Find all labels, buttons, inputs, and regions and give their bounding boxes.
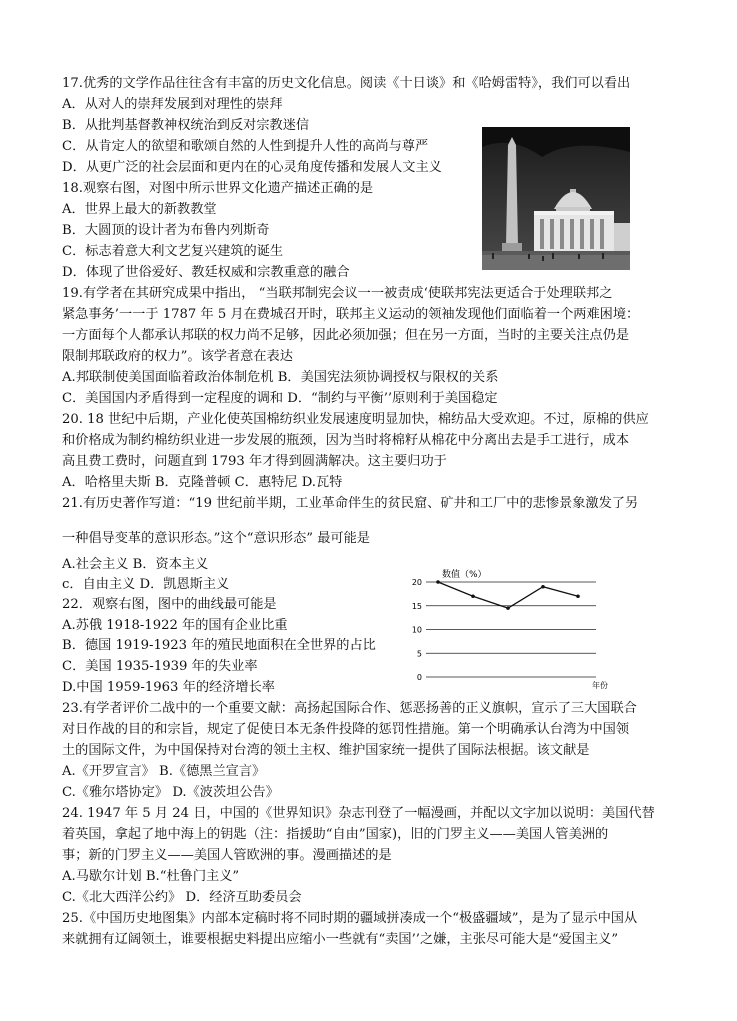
chart-data-point <box>506 606 510 610</box>
chart-xlabel: 年份 <box>592 681 608 690</box>
chart-ytick-label: 15 <box>411 601 422 611</box>
chart-ytick-label: 5 <box>416 649 422 659</box>
chart-data-point <box>471 594 475 598</box>
chart-ytick-label: 0 <box>416 673 422 682</box>
q23-options-ab: A.《开罗宣言》 B.《德黑兰宣言》 <box>62 764 266 779</box>
q18-option-c: C．标志着意大利文艺复兴建筑的诞生 <box>62 244 284 259</box>
q17-stem: 17.优秀的文学作品往往含有丰富的历史文化信息。阅读《十日谈》和《哈姆雷特》，我们可以看出 <box>62 76 631 91</box>
line-chart <box>398 565 608 690</box>
q22-option-b: B．德国 1919-1923 年的殖民地面积在全世界的占比 <box>62 638 376 653</box>
q21-options-ab: A.社会主义 B．资本主义 <box>62 557 209 572</box>
q21-line-1: 21.有历史著作写道：“19 世纪前半期，工业革命伴生的贫民窟、矿井和工厂中的悲惨景象激发了另 <box>62 496 639 511</box>
chart-ytick-label: 20 <box>411 578 422 587</box>
chart-data-point <box>541 585 545 589</box>
q18-stem: 18.观察右图，对图中所示世界文化遗产描述正确的是 <box>62 181 374 196</box>
q17-option-a: A．从对人的崇拜发展到对理性的崇拜 <box>62 97 283 112</box>
q21-options-cd: c．自由主义 D．凯恩斯主义 <box>62 577 230 592</box>
q23-line-1: 23.有学者评价二战中的一个重要文献：高扬起国际合作、惩恶扬善的正义旗帜，宣示了三大国联合 <box>62 701 637 716</box>
q24-options-cd: C.《北大西洋公约》 D．经济互助委员会 <box>62 890 302 905</box>
chart-ylabel: 数值（%） <box>442 570 487 580</box>
q19-line-3: 一方面每个人都承认邦联的权力尚不足够，因此必须加强；但在另一方面，当时的主要关注点仍是 <box>62 328 630 343</box>
q17-option-d: D．从更广泛的社会层面和更内在的心灵角度传播和发展人文主义 <box>62 160 442 175</box>
q17-option-b: B．从批判基督教神权统治到反对宗教迷信 <box>62 118 310 133</box>
q20-line-3: 高且费工费时，问题直到 1793 年才得到圆满解决。这主要归功于 <box>62 454 447 469</box>
q18-option-a: A．世界上最大的新教教堂 <box>62 202 217 217</box>
q25-line-1: 25.《中国历史地图集》内部本定稿时将不同时期的疆域拼凑成一个“极盛疆域”，是为了显示中国从 <box>62 911 638 926</box>
q20-line-1: 20. 18 世纪中后期，产业化使英国棉纺织业发展速度明显加快，棉纺品大受欢迎。不过，原棉的供应 <box>62 412 649 427</box>
q24-line-2: 着英国，拿起了地中海上的钥匙（注：指援助“自由”国家)，旧的门罗主义——美国人管美洲的 <box>62 827 609 842</box>
chart-ytick-label: 10 <box>411 625 422 635</box>
st-peters-basilica-photo <box>482 127 630 270</box>
q24-options-ab: A.马歇尔计划 B.“杜鲁门主义” <box>62 869 240 884</box>
q24-line-1: 24. 1947 年 5 月 24 日，中国的《世界知识》杂志刊登了一幅漫画，并配以文字加以说明：美国代替 <box>62 806 655 821</box>
q22-stem: 22．观察右图，图中的曲线最可能是 <box>62 597 277 612</box>
q18-option-b: B．大圆顶的设计者为布鲁内列斯奇 <box>62 223 270 238</box>
q22-option-a: A.苏俄 1918-1922 年的国有企业比重 <box>62 618 288 633</box>
q19-line-4: 限制邦联政府的权力”。该学者意在表达 <box>62 349 293 364</box>
q19-options-cd: C．美国国内矛盾得到一定程度的调和 D．“制约与平衡’’原则利于美国稳定 <box>62 391 498 406</box>
q23-line-3: 土的国际文件，为中国保持对台湾的领土主权、维护国家统一提供了国际法根据。该文献是 <box>62 743 590 758</box>
chart-data-point <box>436 580 440 584</box>
q25-line-2: 来就拥有辽阔领土，谁要根据史料提出应缩小一些就有“卖国’’之嫌，主张尽可能大是“爱国主义” <box>62 932 619 947</box>
q19-line-1: 19.有学者在其研究成果中指出， “当联邦制宪会议一一被责成‘使联邦宪法更适合于处理联邦之 <box>62 286 613 301</box>
q23-line-2: 对日作战的目的和宗旨，规定了促使日本无条件投降的惩罚性措施。第一个明确承认台湾为中国领 <box>62 722 630 737</box>
q17-option-c: C．从肯定人的欲望和歌颂自然的人性到提升人性的高尚与尊严 <box>62 139 429 154</box>
chart-data-point <box>576 594 580 598</box>
chart-grid <box>426 582 596 677</box>
q20-line-2: 和价格成为制约棉纺织业进一步发展的瓶颈，因为当时将棉籽从棉花中分离出去是手工进行，成本 <box>62 433 630 448</box>
q21-line-2: 一种倡导变革的意识形态。”这个“意识形态” 最可能是 <box>62 531 370 546</box>
chart-series-line <box>438 582 578 608</box>
chart-yticks <box>412 578 422 682</box>
q19-options-ab: A.邦联制使美国面临着政治体制危机 B．美国宪法须协调授权与限权的关系 <box>62 370 499 385</box>
q19-line-2: 紧急事务’一一于 1787 年 5 月在费城召开时，联邦主义运动的领袖发现他们面临着一个两难困境： <box>62 307 640 322</box>
q18-option-d: D．体现了世俗爱好、教廷权威和宗教重意的融合 <box>62 265 350 280</box>
q22-option-d: D.中国 1959-1963 年的经济增长率 <box>62 680 275 695</box>
q22-option-c: C．美国 1935-1939 年的失业率 <box>62 659 258 674</box>
q20-options: A．哈格里夫斯 B．克隆普顿 C．惠特尼 D.瓦特 <box>62 475 343 490</box>
q23-options-cd: C.《雅尔塔协定》 D.《波茨坦公告》 <box>62 785 279 800</box>
q24-line-3: 事；新的门罗主义——美国人管欧洲的事。漫画描述的是 <box>62 848 392 863</box>
